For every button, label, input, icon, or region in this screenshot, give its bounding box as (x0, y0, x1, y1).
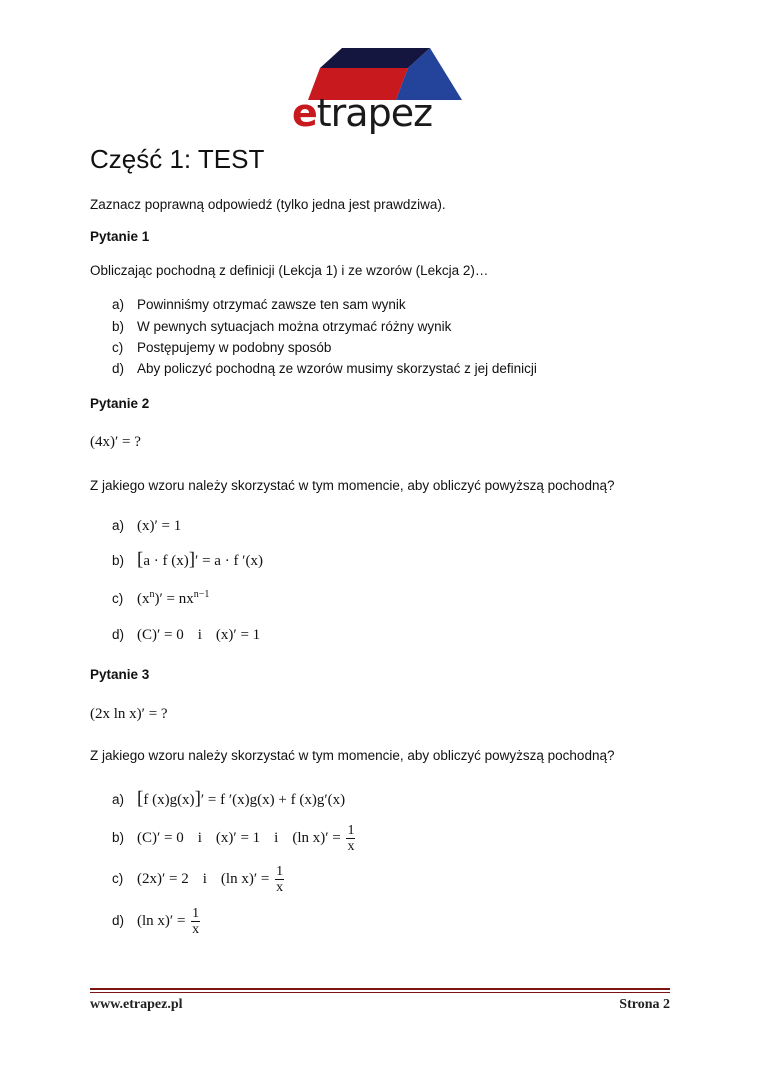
q3-option-c[interactable]: c) (2x)′ = 2 i (ln x)′ = $\frac{1}{x}$ (112, 864, 284, 895)
question-3-text: Z jakiego wzoru należy skorzystać w tym momencie, aby obliczyć powyższą pochodną? (90, 748, 615, 763)
q3-option-c-formula: (2x)′ = 2 i (ln x)′ = $\frac{1}{x}$ (137, 864, 284, 895)
question-1-text: Obliczając pochodną z definicji (Lekcja 1) i ze wzorów (Lekcja 2)… (90, 263, 489, 278)
logo-e: e (292, 91, 317, 135)
question-2-formula: (4x)′ = ? (90, 434, 141, 450)
q1-option-c[interactable]: c) Postępujemy w podobny sposób (112, 340, 332, 355)
q3-option-b[interactable]: b) (C)′ = 0 i (x)′ = 1 i (ln x)′ = $\frac{1}{x}$ (112, 823, 355, 854)
q3-option-d-formula: (ln x)′ = $\frac{1}{x}$ (137, 906, 200, 937)
q2-option-c-formula: $(x^n)' = nx^{n-1}$ (137, 589, 210, 607)
q3-option-a-formula: [f (x)g(x)]′ = f ′(x)g(x) + f (x)g′(x) (137, 788, 346, 809)
q3-option-a[interactable]: a) [f (x)g(x)]′ = f ′(x)g(x) + f (x)g′(x) (112, 788, 346, 809)
question-3-label: Pytanie 3 (90, 667, 150, 682)
q2-option-a[interactable]: a) (x)′ = 1 (112, 518, 182, 534)
q2-option-d-formula: (C)′ = 0 i (x)′ = 1 (137, 627, 261, 643)
footer-rule-thin (90, 992, 670, 993)
q3-option-b-formula: (C)′ = 0 i (x)′ = 1 i (ln x)′ = $\frac{1}{x}$ (137, 823, 355, 854)
q2-option-c[interactable]: c) $(x^n)' = nx^{n-1}$ (112, 589, 210, 607)
q2-option-d[interactable]: d) (C)′ = 0 i (x)′ = 1 (112, 627, 261, 643)
q1-option-d[interactable]: d) Aby policzyć pochodną ze wzorów musimy skorzystać z jej definicji (112, 361, 537, 376)
footer-url[interactable]: www.etrapez.pl (90, 997, 183, 1012)
page-title: Część 1: TEST (90, 144, 265, 174)
etrapez-logo (290, 44, 475, 140)
question-2-text: Z jakiego wzoru należy skorzystać w tym momencie, aby obliczyć powyższą pochodną? (90, 478, 615, 493)
q2-option-a-formula: (x)′ = 1 (137, 518, 182, 534)
logo-brand: trapez (316, 91, 433, 135)
q1-option-a[interactable]: a) Powinniśmy otrzymać zawsze ten sam wynik (112, 297, 406, 312)
page-number: Strona 2 (619, 997, 670, 1012)
footer-rule (90, 988, 670, 990)
q2-option-b[interactable]: b) [a · f (x)]′ = a · f ′(x) (112, 549, 263, 570)
q3-option-d[interactable]: d) (ln x)′ = $\frac{1}{x}$ (112, 906, 200, 937)
question-1-label: Pytanie 1 (90, 229, 150, 244)
instructions: Zaznacz poprawną odpowiedź (tylko jedna jest prawdziwa). (90, 197, 446, 212)
question-3-formula: (2x ln x)′ = ? (90, 706, 168, 722)
question-2-label: Pytanie 2 (90, 396, 150, 411)
q2-option-b-formula: [a · f (x)]′ = a · f ′(x) (137, 549, 263, 570)
q1-option-b[interactable]: b) W pewnych sytuacjach można otrzymać różny wynik (112, 319, 452, 334)
